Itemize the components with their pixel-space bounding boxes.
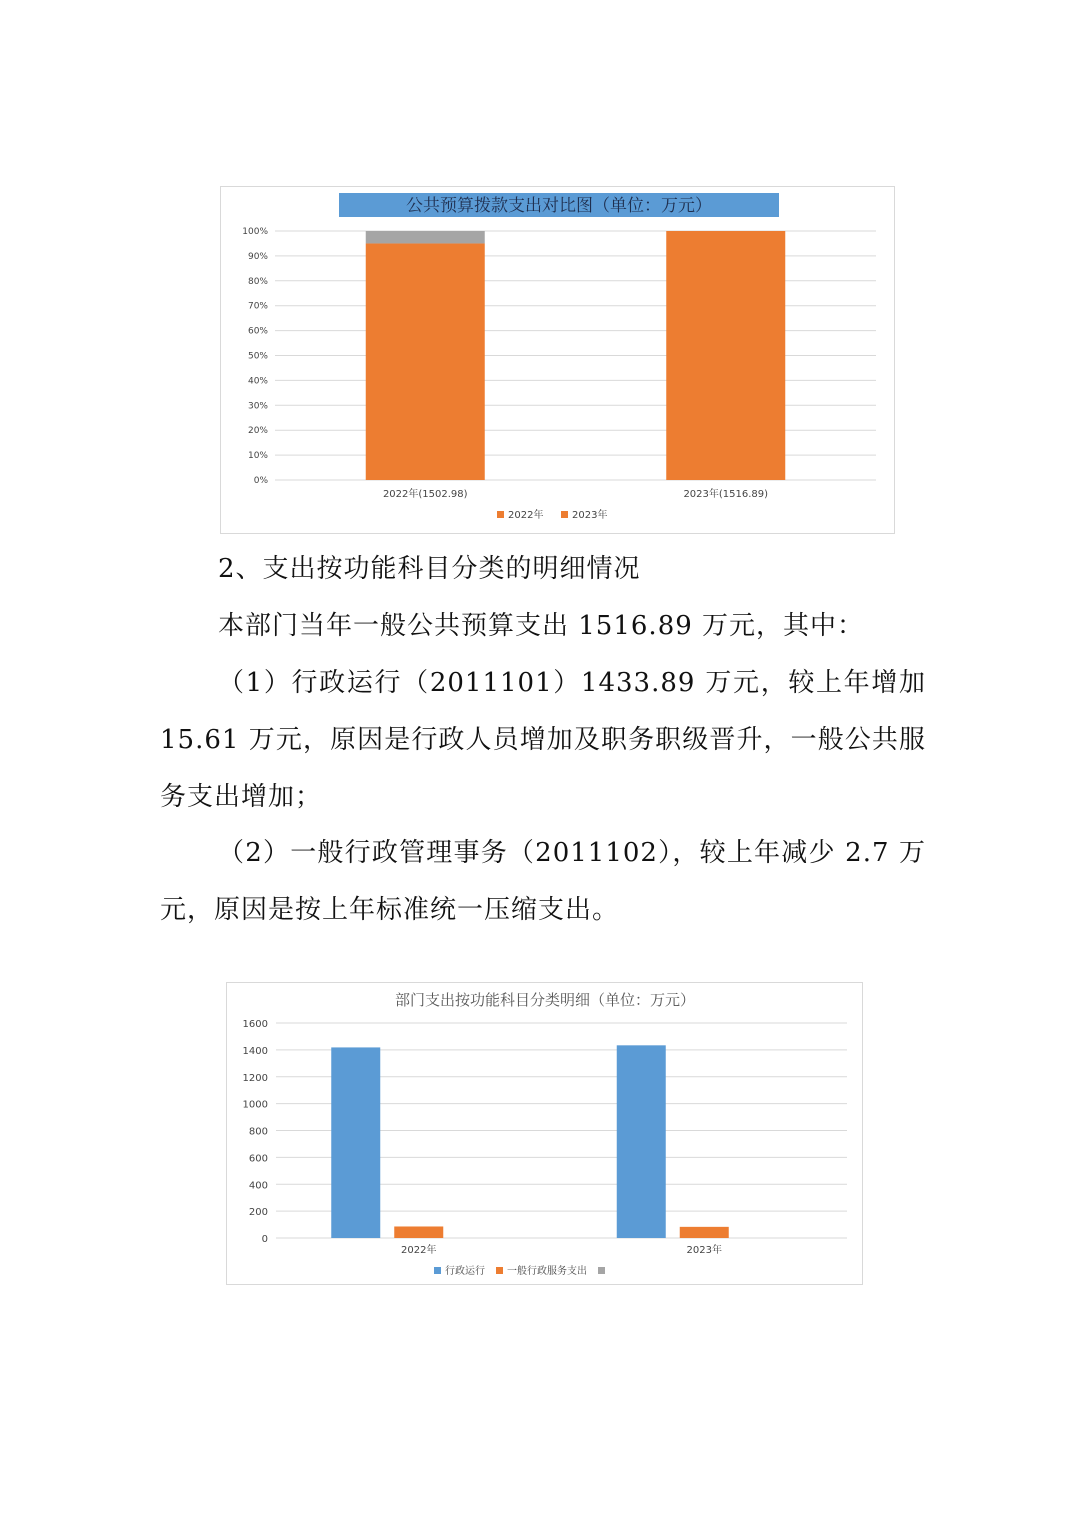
x-tick-label: 2023年: [686, 1245, 722, 1256]
y-tick-label: 30%: [247, 401, 268, 412]
bar: [331, 1047, 380, 1238]
y-tick-label: 50%: [247, 351, 268, 362]
bar-segment: [366, 243, 485, 480]
y-tick-label: 800: [248, 1126, 268, 1138]
chart-title: 部门支出按功能科目分类明细（单位：万元）: [394, 991, 696, 1009]
y-tick-label: 100%: [242, 227, 268, 237]
legend-label: 行政运行: [445, 1266, 485, 1277]
y-tick-label: 200: [248, 1207, 268, 1219]
budget-comparison-chart-svg: [221, 187, 896, 535]
y-tick-label: 0%: [253, 476, 268, 486]
x-tick-label: 2022年(1502.98): [382, 489, 468, 500]
y-tick-label: 40%: [247, 376, 268, 387]
y-tick-label: 1400: [242, 1045, 268, 1057]
summary-paragraph: 本部门当年一般公共预算支出 1516.89 万元，其中：: [218, 611, 865, 641]
y-tick-label: 70%: [247, 301, 268, 312]
y-tick-label: 1000: [242, 1099, 268, 1111]
function-detail-chart-svg: [227, 983, 864, 1286]
legend-label: 一般行政服务支出: [507, 1266, 587, 1277]
section-heading-2: 2、支出按功能科目分类的明细情况: [218, 554, 641, 584]
bar: [680, 1227, 729, 1238]
legend-swatch: [434, 1267, 441, 1274]
item-1-paragraph: （1）行政运行（2011101）1433.89 万元，较上年增加 15.61 万元，原因是行政人员增加及职务职级晋升，一般公共服务支出增加；: [160, 668, 926, 812]
legend-swatch: [497, 511, 504, 518]
item-2-paragraph: （2）一般行政管理事务（2011102），较上年减少 2.7 万元，原因是按上年标准统一压缩支出。: [160, 838, 926, 925]
legend-swatch: [561, 511, 568, 518]
bar-segment: [366, 231, 485, 243]
legend-swatch: [598, 1267, 605, 1274]
y-tick-label: 400: [248, 1180, 268, 1192]
bar-segment: [666, 231, 785, 480]
budget-comparison-chart: [220, 186, 895, 534]
y-tick-label: 90%: [247, 251, 268, 262]
bar: [617, 1045, 666, 1238]
y-tick-label: 20%: [247, 426, 268, 437]
legend-label: 2022年: [508, 510, 544, 521]
bar: [394, 1226, 443, 1238]
y-tick-label: 60%: [247, 326, 268, 337]
legend-label: 2023年: [572, 510, 608, 521]
y-tick-label: 1200: [242, 1072, 268, 1084]
function-detail-chart: [226, 982, 863, 1285]
x-tick-label: 2023年(1516.89): [683, 489, 769, 500]
chart-title: 公共预算拨款支出对比图（单位：万元）: [406, 196, 712, 216]
y-tick-label: 600: [248, 1153, 268, 1165]
y-tick-label: 1600: [242, 1019, 268, 1030]
y-tick-label: 80%: [247, 276, 268, 287]
x-tick-label: 2022年: [401, 1245, 437, 1256]
y-tick-label: 0: [261, 1234, 268, 1245]
legend-swatch: [496, 1267, 503, 1274]
y-tick-label: 10%: [247, 451, 268, 462]
